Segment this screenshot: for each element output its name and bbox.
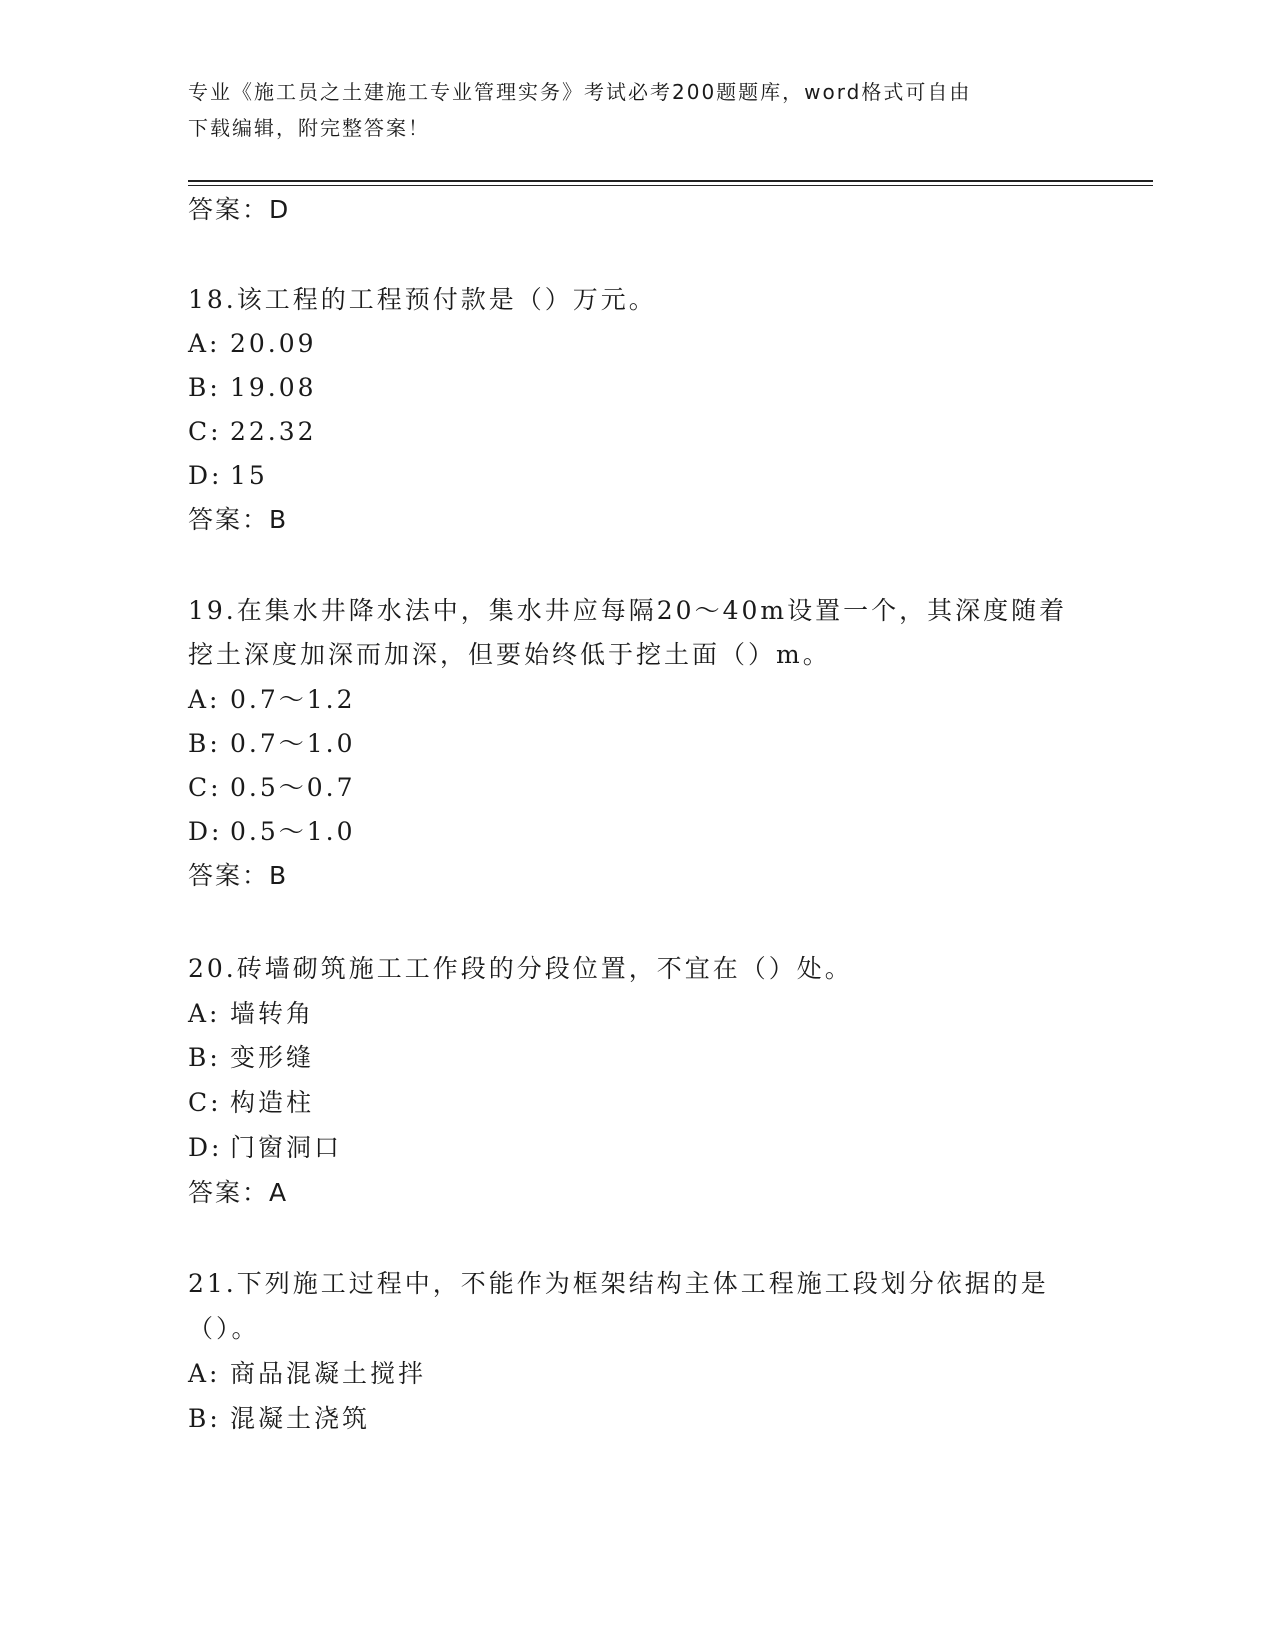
question-20-answer: 答案：A [188,1178,289,1207]
header-line-2: 下载编辑，附完整答案！ [188,116,430,140]
question-18-option-d: D: 15 [188,461,268,490]
question-21-stem-line-2: （）。 [188,1314,260,1343]
question-21-option-b: B: 混凝土浇筑 [188,1404,371,1433]
document-header [188,74,1088,146]
question-20-stem: 20.砖墙砌筑施工工作段的分段位置，不宜在（）处。 [188,954,853,983]
question-20-option-a: A: 墙转角 [188,999,315,1028]
question-19-option-b: B: 0.7～1.0 [188,729,356,758]
question-18-option-c: C: 22.32 [188,417,317,446]
question-18-option-a: A: 20.09 [188,329,317,358]
question-19-option-a: A: 0.7～1.2 [188,685,356,714]
question-19-answer: 答案：B [188,861,289,890]
question-19-option-c: C: 0.5～0.7 [188,773,356,802]
question-20-option-d: D: 门窗洞口 [188,1133,343,1162]
question-21-option-a: A: 商品混凝土搅拌 [188,1359,427,1388]
question-21-stem-line-1: 21.下列施工过程中，不能作为框架结构主体工程施工段划分依据的是 [188,1269,1049,1298]
question-18-option-b: B: 19.08 [188,373,317,402]
question-19-stem-line-2: 挖土深度加深而加深，但要始终低于挖土面（）m。 [188,640,831,669]
header-divider-thin [188,185,1153,186]
question-19-option-d: D: 0.5～1.0 [188,817,356,846]
header-line-1: 专业《施工员之土建施工专业管理实务》考试必考200题题库，word格式可自由 [188,80,972,104]
answer-prev: 答案：D [188,195,291,224]
question-20-option-c: C: 构造柱 [188,1088,315,1117]
question-18-stem: 18.该工程的工程预付款是（）万元。 [188,285,657,314]
question-18-answer: 答案：B [188,505,289,534]
question-20-option-b: B: 变形缝 [188,1043,315,1072]
header-divider-thick [188,180,1153,182]
question-19-stem-line-1: 19.在集水井降水法中，集水井应每隔20～40m设置一个，其深度随着 [188,596,1068,625]
